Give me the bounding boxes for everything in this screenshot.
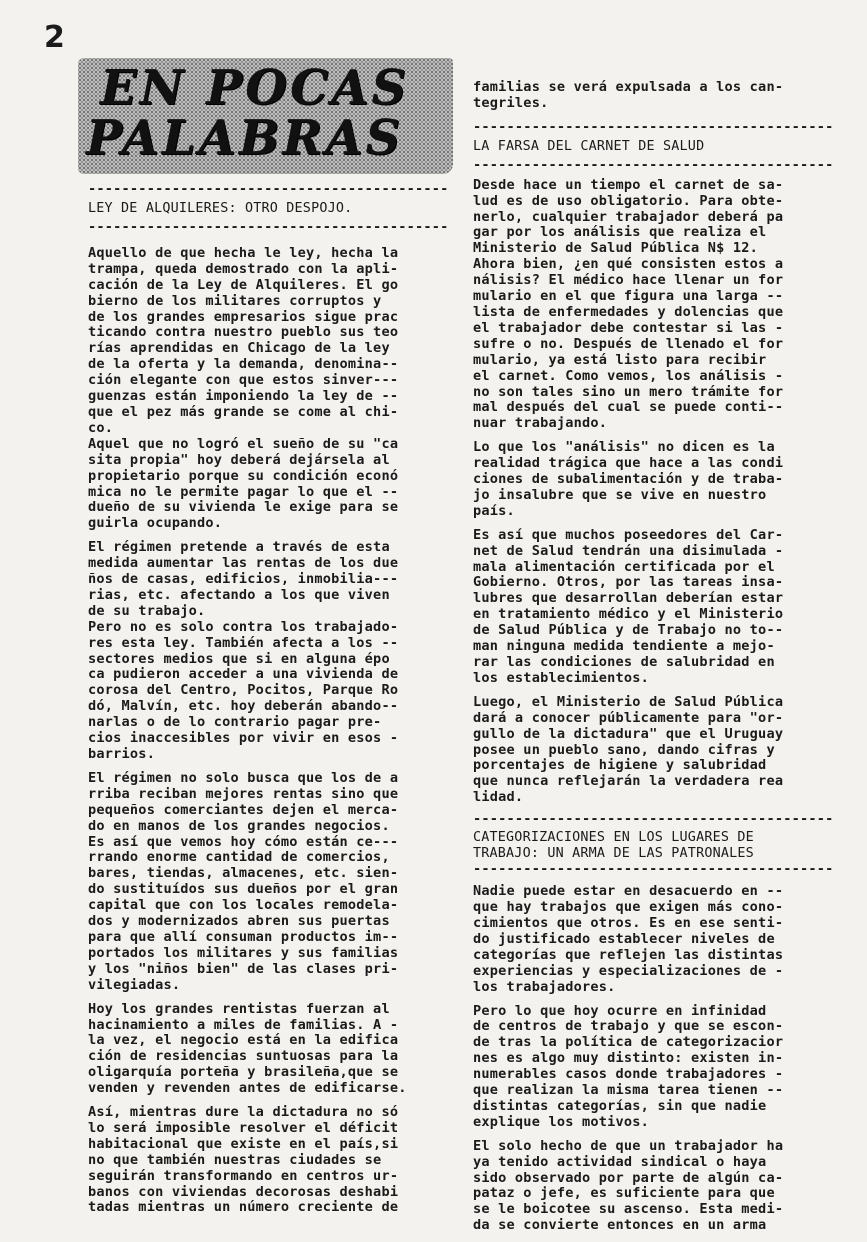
text-line: Nadie puede estar en desacuerdo en -- [473, 883, 784, 900]
divider [88, 182, 448, 198]
text-line: nerlo, cualquier trabajador deberá pa [473, 208, 784, 225]
heading-line: CATEGORIZACIONES EN LOS LUGARES DE [473, 830, 754, 846]
text-line: familias se verá expulsada a los can- [473, 79, 784, 95]
text-line: ticando contra nuestro pueblo sus teo [88, 324, 399, 341]
text-line: Así, mientras dure la dictadura no só [88, 1104, 399, 1121]
article-heading-carnet: LA FARSA DEL CARNET DE SALUD [473, 138, 705, 154]
text-line: cación de la Ley de Alquileres. El go [88, 276, 399, 293]
text-line: de tras la política de categorizacior [473, 1034, 784, 1051]
text-line: de Salud Pública y de Trabajo no to-- [473, 622, 784, 639]
text-line: ciones de subalimentación y de traba- [473, 471, 784, 488]
text-line: do en manos de los grandes negocios. [88, 817, 390, 834]
text-line: sufre o no. Después de llenado el for [473, 335, 784, 352]
text-line: Gobierno. Otros, por las tareas insa- [473, 574, 784, 591]
text-line: pequeños comerciantes dejen el merca- [88, 801, 399, 818]
text-line: El régimen no solo busca que los de a [88, 769, 399, 786]
text-line: los establecimientos. [473, 669, 650, 686]
text-line: lista de enfermedades y dolencias que [473, 303, 784, 320]
text-line: barrios. [88, 746, 156, 762]
text-line: nálisis? El médico hace llenar un for [473, 272, 784, 289]
text-line: dueño de su vivienda le exige para se [88, 499, 399, 516]
text-line: man ninguna medida tendiente a mejo- [473, 638, 775, 655]
text-line: el carnet. Como vemos, los análisis - [473, 367, 784, 384]
text-line: para que allí consuman productos im-- [88, 928, 399, 945]
text-line: el trabajador debe contestar si las - [473, 319, 784, 336]
paragraph [88, 771, 448, 994]
logo-line-1: EN POCAS [100, 60, 410, 116]
text-line: propietario porque su condición econó [88, 467, 399, 484]
text-line: mala alimentación certificada por el [473, 558, 775, 575]
right-column [473, 80, 835, 1242]
text-line: no que también nuestras ciudades se [88, 1151, 382, 1168]
paragraph [88, 1105, 448, 1216]
text-line: lubres que desarrollan deberían estar [473, 590, 784, 607]
text-line: lud es de uso obligatorio. Para obte- [473, 192, 784, 209]
text-line: mulario, ya está listo para recibir [473, 351, 767, 368]
paragraph [473, 884, 835, 995]
text-line: que el pez más grande se come al chi- [88, 403, 399, 420]
text-line: Ahora bien, ¿en qué consisten estos a [473, 256, 784, 273]
text-line: categorías que reflejen las distintas [473, 946, 784, 963]
text-line: Aquello de que hecha le ley, hecha la [88, 244, 399, 261]
divider [473, 158, 835, 174]
text-line: ya tenido actividad sindical o haya [473, 1153, 767, 1170]
text-line: cios inaccesibles por vivir en esos - [88, 730, 399, 747]
text-line: sectores medios que si en alguna épo [88, 650, 390, 667]
text-line: numerables casos donde trabajadores - [473, 1066, 784, 1083]
text-line: net de Salud tendrán una disimulada - [473, 542, 784, 559]
text-line: venden y revenden antes de edificarse. [88, 1080, 407, 1097]
text-line: no son tales sino un mero trámite for [473, 383, 784, 400]
text-line: posee un pueblo sano, dando cifras y [473, 741, 775, 758]
text-line: Hoy los grandes rentistas fuerzan al [88, 1000, 390, 1017]
text-line: mica no le permite pagar lo que el -- [88, 483, 399, 500]
text-line: los trabajadores. [473, 978, 616, 995]
text-line: gullo de la dictadura" que el Uruguay [473, 725, 784, 742]
text-line: seguirán transformando en centros ur- [88, 1167, 399, 1184]
text-line: rías aprendidas en Chicago de la ley [88, 340, 390, 357]
text-line: guenzas están imponiendo la ley de -- [88, 388, 399, 405]
text-line: da se convierte entonces en un arma [473, 1217, 767, 1234]
text-line: corosa del Centro, Pocitos, Parque Ro [88, 682, 399, 699]
text-line: que nunca reflejarán la verdadera rea [473, 773, 784, 790]
text-line: experiencias y especializaciones de - [473, 962, 784, 979]
text-line: co. [88, 419, 114, 436]
paragraph [473, 1004, 835, 1131]
text-line: Luego, el Ministerio de Salud Pública [473, 693, 784, 710]
text-line: dó, Malvín, etc. hoy deberán abando-- [88, 698, 399, 715]
text-line: de centros de trabajo y que se escon- [473, 1018, 784, 1035]
continued-text [473, 80, 835, 112]
text-line: sido observado por parte de algún ca- [473, 1169, 784, 1186]
text-line: dos y modernizados abren sus puertas [88, 913, 390, 930]
article-heading-alquileres: LEY DE ALQUILERES: OTRO DESPOJO. [88, 201, 353, 216]
text-line: El solo hecho de que un trabajador ha [473, 1137, 784, 1154]
page-number: 2 [44, 20, 66, 55]
text-line: lo será imposible resolver el déficit [88, 1119, 399, 1136]
text-line: trampa, queda demostrado con la apli- [88, 260, 399, 277]
paragraph [88, 540, 448, 763]
article-heading-categorizaciones [473, 830, 835, 862]
text-line: do justificado establecer niveles de [473, 930, 775, 947]
paragraph [473, 440, 835, 520]
text-line: mulario en el que figura una larga -- [473, 288, 784, 305]
paragraph [473, 695, 835, 806]
text-line: pataz o jefe, es suficiente para que [473, 1185, 775, 1202]
text-line: se le boicotee su ascenso. Esta medi- [473, 1201, 784, 1218]
text-line: realidad trágica que hace a las condi [473, 455, 784, 472]
divider [473, 812, 835, 828]
text-line: y los "niños bien" de las clases pri- [88, 960, 399, 977]
text-line: habitacional que existe en el país,si [88, 1135, 399, 1152]
text-line: rar las condiciones de salubridad en [473, 654, 775, 670]
divider [473, 862, 835, 878]
text-line: El régimen pretende a través de esta [88, 539, 390, 556]
text-line: capital que con los locales remodela- [88, 897, 399, 914]
logo-line-2: PALABRAS [86, 110, 404, 166]
text-line: ños de casas, edificios, inmobilia--- [88, 571, 399, 588]
heading-line: TRABAJO: UN ARMA DE LAS PATRONALES [473, 846, 754, 862]
text-line: hacinamiento a miles de familias. A - [88, 1016, 399, 1033]
text-line: porcentajes de higiene y salubridad [473, 757, 767, 774]
text-line: bares, tiendas, almacenes, etc. sien- [88, 865, 399, 882]
text-line: nes es algo muy distinto: existen in- [473, 1050, 784, 1067]
section-logo [78, 58, 453, 174]
text-line: sita propia" hoy deberá dejársela al [88, 451, 390, 468]
text-line: cimientos que otros. Es en ese senti- [473, 914, 784, 931]
text-line: ción elegante con que estos sinver--- [88, 372, 399, 389]
text-line: guirla ocupando. [88, 515, 223, 532]
text-line: medida aumentar las rentas de los due [88, 555, 399, 572]
text-line: res esta ley. También afecta a los -- [88, 634, 399, 651]
text-line: bierno de los militares corruptos y [88, 292, 382, 309]
text-line: lidad. [473, 789, 524, 806]
text-line: Ministerio de Salud Pública N$ 12. [473, 240, 759, 257]
text-line: narlas o de lo contrario pagar pre- [88, 714, 382, 731]
text-line: país. [473, 502, 515, 519]
text-line: Es así que muchos poseedores del Car- [473, 526, 784, 543]
paragraph [473, 528, 835, 687]
text-line: Es así que vemos hoy cómo están ce--- [88, 833, 399, 850]
text-line: banos con viviendas decorosas deshabi [88, 1183, 399, 1200]
text-line: de la oferta y la demanda, denomina-- [88, 356, 399, 373]
divider [473, 120, 835, 136]
paragraph [88, 1002, 448, 1097]
text-line: Pero lo que hoy ocurre en infinidad [473, 1002, 767, 1019]
text-line: dará a conocer públicamente para "or- [473, 709, 784, 726]
text-line: rias, etc. afectando a los que viven [88, 586, 390, 603]
text-line: ción de residencias suntuosas para la [88, 1048, 399, 1065]
text-line: gar por los análisis que realiza el [473, 224, 767, 241]
text-line: ca pudieron acceder a una vivienda de [88, 666, 399, 683]
paragraph [473, 1139, 835, 1234]
text-line: tadas mientras un número creciente de [88, 1199, 399, 1216]
text-line: en tratamiento médico y el Ministerio [473, 606, 784, 623]
text-line: mal después del cual se puede conti-- [473, 399, 784, 416]
text-line: la vez, el negocio está en la edifica [88, 1032, 399, 1049]
text-line: que realizan la misma tarea tienen -- [473, 1082, 784, 1099]
text-line: portados los militares y sus familias [88, 944, 399, 961]
text-line: explique los motivos. [473, 1113, 650, 1130]
text-line: rrando enorme cantidad de comercios, [88, 849, 390, 866]
text-line: nuar trabajando. [473, 415, 608, 432]
text-line: oligarquía porteña y brasileña,que se [88, 1064, 399, 1081]
article-body-alquileres [88, 246, 448, 1216]
text-line: Aquel que no logró el sueño de su "ca [88, 435, 399, 452]
text-line: distintas categorías, sin que nadie [473, 1097, 767, 1114]
text-line: Lo que los "análisis" no dicen es la [473, 439, 775, 456]
text-line: vilegiadas. [88, 976, 181, 993]
left-column [88, 182, 448, 1224]
text-line: de los grandes empresarios sigue prac [88, 308, 399, 325]
text-line: que hay trabajos que exigen más cono- [473, 899, 784, 916]
text-line: jo insalubre que se vive en nuestro [473, 486, 767, 503]
text-line: do sustituídos sus dueños por el gran [88, 881, 399, 898]
divider [88, 220, 448, 236]
paragraph [88, 246, 448, 532]
text-line: Pero no es solo contra los trabajado- [88, 618, 399, 635]
article-body-categorizaciones [473, 884, 835, 1234]
text-line: tegriles. [473, 94, 549, 111]
article-body-carnet [473, 178, 835, 806]
text-line: rriba reciban mejores rentas sino que [88, 785, 399, 802]
text-line: Desde hace un tiempo el carnet de sa- [473, 176, 784, 193]
text-line: de su trabajo. [88, 602, 206, 619]
paragraph [473, 178, 835, 433]
